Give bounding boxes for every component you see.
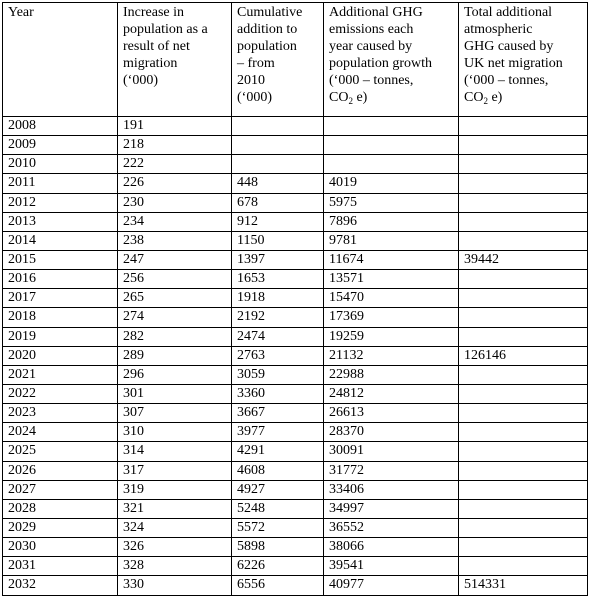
cell-total-ghg <box>459 270 588 289</box>
cell-total-ghg <box>459 442 588 461</box>
cell-annual-ghg <box>324 136 459 155</box>
header-line: (‘000) <box>123 73 158 88</box>
table-row <box>3 193 588 212</box>
cell-cumulative: 912 <box>232 212 324 231</box>
cell-total-ghg: 39442 <box>459 250 588 269</box>
cell-year: 2029 <box>3 518 118 537</box>
cell-total-ghg <box>459 289 588 308</box>
cell-increase: 191 <box>118 117 232 136</box>
cell-annual-ghg: 33406 <box>324 480 459 499</box>
cell-increase: 234 <box>118 212 232 231</box>
table-row <box>3 155 588 174</box>
cell-total-ghg <box>459 518 588 537</box>
header-cumulative-addition <box>232 3 324 117</box>
cell-annual-ghg: 24812 <box>324 384 459 403</box>
cell-annual-ghg: 21132 <box>324 346 459 365</box>
header-line: year caused by <box>329 39 413 54</box>
table-row <box>3 212 588 231</box>
header-line-co2 <box>464 89 587 106</box>
cell-year: 2023 <box>3 404 118 423</box>
cell-cumulative: 2474 <box>232 327 324 346</box>
cell-increase: 230 <box>118 193 232 212</box>
cell-increase: 238 <box>118 231 232 250</box>
table-row <box>3 499 588 518</box>
table-row <box>3 117 588 136</box>
cell-total-ghg <box>459 461 588 480</box>
header-line: Year <box>8 5 34 20</box>
cell-total-ghg <box>459 327 588 346</box>
table-row <box>3 557 588 576</box>
cell-cumulative: 5572 <box>232 518 324 537</box>
cell-increase: 274 <box>118 308 232 327</box>
cell-annual-ghg: 13571 <box>324 270 459 289</box>
table-row <box>3 346 588 365</box>
table-row <box>3 461 588 480</box>
table-row <box>3 289 588 308</box>
header-line: UK net migration <box>464 56 563 71</box>
table-row <box>3 327 588 346</box>
co2-text: CO <box>464 90 484 105</box>
cell-total-ghg <box>459 423 588 442</box>
cell-year: 2013 <box>3 212 118 231</box>
header-line: population <box>237 39 297 54</box>
cell-year: 2022 <box>3 384 118 403</box>
cell-annual-ghg: 22988 <box>324 365 459 384</box>
cell-cumulative: 2192 <box>232 308 324 327</box>
cell-cumulative: 4608 <box>232 461 324 480</box>
cell-cumulative <box>232 155 324 174</box>
cell-increase: 301 <box>118 384 232 403</box>
cell-total-ghg <box>459 499 588 518</box>
header-increase-population <box>118 3 232 117</box>
cell-year: 2010 <box>3 155 118 174</box>
cell-total-ghg <box>459 155 588 174</box>
cell-annual-ghg: 5975 <box>324 193 459 212</box>
header-line: Total additional <box>464 5 553 20</box>
cell-total-ghg: 514331 <box>459 576 588 595</box>
cell-cumulative: 3059 <box>232 365 324 384</box>
cell-increase: 310 <box>118 423 232 442</box>
cell-year: 2015 <box>3 250 118 269</box>
table-row <box>3 174 588 193</box>
cell-annual-ghg: 15470 <box>324 289 459 308</box>
cell-total-ghg <box>459 212 588 231</box>
table-row <box>3 231 588 250</box>
cell-annual-ghg <box>324 155 459 174</box>
cell-cumulative: 1397 <box>232 250 324 269</box>
cell-cumulative: 448 <box>232 174 324 193</box>
cell-total-ghg <box>459 136 588 155</box>
cell-increase: 265 <box>118 289 232 308</box>
co2-suffix: e) <box>487 90 503 105</box>
cell-cumulative: 5898 <box>232 538 324 557</box>
header-total-ghg <box>459 3 588 117</box>
cell-cumulative: 6226 <box>232 557 324 576</box>
cell-total-ghg <box>459 557 588 576</box>
cell-year: 2016 <box>3 270 118 289</box>
cell-year: 2012 <box>3 193 118 212</box>
cell-annual-ghg: 7896 <box>324 212 459 231</box>
cell-total-ghg <box>459 538 588 557</box>
cell-annual-ghg: 36552 <box>324 518 459 537</box>
cell-increase: 218 <box>118 136 232 155</box>
cell-increase: 321 <box>118 499 232 518</box>
table-row <box>3 480 588 499</box>
header-line: population growth <box>329 56 433 71</box>
header-line: (‘000) <box>237 90 272 105</box>
cell-cumulative: 4927 <box>232 480 324 499</box>
cell-year: 2020 <box>3 346 118 365</box>
cell-total-ghg <box>459 404 588 423</box>
table-row <box>3 538 588 557</box>
header-line: population as a <box>123 22 208 37</box>
header-additional-ghg <box>324 3 459 117</box>
cell-year: 2030 <box>3 538 118 557</box>
cell-total-ghg <box>459 384 588 403</box>
cell-total-ghg <box>459 231 588 250</box>
cell-increase: 317 <box>118 461 232 480</box>
cell-increase: 222 <box>118 155 232 174</box>
cell-increase: 326 <box>118 538 232 557</box>
cell-increase: 282 <box>118 327 232 346</box>
cell-cumulative: 2763 <box>232 346 324 365</box>
cell-year: 2018 <box>3 308 118 327</box>
cell-cumulative: 1653 <box>232 270 324 289</box>
cell-cumulative: 1150 <box>232 231 324 250</box>
cell-year: 2021 <box>3 365 118 384</box>
table-row <box>3 308 588 327</box>
table-row <box>3 365 588 384</box>
table-row <box>3 576 588 595</box>
cell-year: 2019 <box>3 327 118 346</box>
cell-annual-ghg <box>324 117 459 136</box>
cell-increase: 319 <box>118 480 232 499</box>
cell-increase: 314 <box>118 442 232 461</box>
table-row <box>3 384 588 403</box>
cell-increase: 307 <box>118 404 232 423</box>
header-year <box>3 3 118 117</box>
header-line: result of net <box>123 39 190 54</box>
header-line: emissions each <box>329 22 414 37</box>
cell-year: 2027 <box>3 480 118 499</box>
cell-total-ghg <box>459 308 588 327</box>
cell-year: 2014 <box>3 231 118 250</box>
cell-total-ghg <box>459 174 588 193</box>
co2-subscript: 2 <box>483 96 488 106</box>
cell-annual-ghg: 4019 <box>324 174 459 193</box>
cell-cumulative: 6556 <box>232 576 324 595</box>
cell-year: 2025 <box>3 442 118 461</box>
table-row <box>3 442 588 461</box>
cell-cumulative: 1918 <box>232 289 324 308</box>
header-line: migration <box>123 56 178 71</box>
cell-year: 2024 <box>3 423 118 442</box>
cell-total-ghg <box>459 365 588 384</box>
table-row <box>3 136 588 155</box>
cell-cumulative: 5248 <box>232 499 324 518</box>
header-line: Increase in <box>123 5 185 20</box>
table-row <box>3 518 588 537</box>
header-line: 2010 <box>237 73 265 88</box>
cell-cumulative: 678 <box>232 193 324 212</box>
co2-text: CO <box>329 90 349 105</box>
cell-year: 2009 <box>3 136 118 155</box>
header-line: GHG caused by <box>464 39 554 54</box>
cell-increase: 226 <box>118 174 232 193</box>
header-line: atmospheric <box>464 22 533 37</box>
header-line: Additional GHG <box>329 5 423 20</box>
cell-year: 2008 <box>3 117 118 136</box>
header-row <box>3 3 588 117</box>
table-body <box>3 3 588 596</box>
table-row <box>3 250 588 269</box>
header-line: (‘000 – tonnes, <box>464 73 549 88</box>
cell-total-ghg <box>459 117 588 136</box>
cell-increase: 324 <box>118 518 232 537</box>
cell-cumulative: 3667 <box>232 404 324 423</box>
cell-annual-ghg: 30091 <box>324 442 459 461</box>
table-row <box>3 404 588 423</box>
cell-year: 2032 <box>3 576 118 595</box>
cell-total-ghg: 126146 <box>459 346 588 365</box>
cell-increase: 289 <box>118 346 232 365</box>
cell-cumulative: 4291 <box>232 442 324 461</box>
header-line: addition to <box>237 22 298 37</box>
header-line-co2 <box>329 89 458 106</box>
cell-increase: 296 <box>118 365 232 384</box>
table-row <box>3 423 588 442</box>
cell-annual-ghg: 17369 <box>324 308 459 327</box>
cell-year: 2017 <box>3 289 118 308</box>
migration-ghg-table <box>2 2 588 596</box>
cell-increase: 247 <box>118 250 232 269</box>
cell-annual-ghg: 19259 <box>324 327 459 346</box>
cell-annual-ghg: 26613 <box>324 404 459 423</box>
cell-total-ghg <box>459 480 588 499</box>
cell-annual-ghg: 34997 <box>324 499 459 518</box>
cell-year: 2031 <box>3 557 118 576</box>
cell-increase: 330 <box>118 576 232 595</box>
co2-suffix: e) <box>352 90 368 105</box>
header-line: – from <box>237 56 275 71</box>
table-row <box>3 270 588 289</box>
cell-increase: 328 <box>118 557 232 576</box>
cell-year: 2011 <box>3 174 118 193</box>
cell-total-ghg <box>459 193 588 212</box>
cell-cumulative: 3977 <box>232 423 324 442</box>
header-line: (‘000 – tonnes, <box>329 73 414 88</box>
cell-cumulative: 3360 <box>232 384 324 403</box>
cell-cumulative <box>232 117 324 136</box>
co2-subscript: 2 <box>348 96 353 106</box>
cell-increase: 256 <box>118 270 232 289</box>
cell-annual-ghg: 38066 <box>324 538 459 557</box>
header-line: Cumulative <box>237 5 303 20</box>
cell-year: 2026 <box>3 461 118 480</box>
cell-annual-ghg: 39541 <box>324 557 459 576</box>
cell-annual-ghg: 28370 <box>324 423 459 442</box>
cell-cumulative <box>232 136 324 155</box>
cell-annual-ghg: 40977 <box>324 576 459 595</box>
cell-year: 2028 <box>3 499 118 518</box>
cell-annual-ghg: 9781 <box>324 231 459 250</box>
cell-annual-ghg: 11674 <box>324 250 459 269</box>
cell-annual-ghg: 31772 <box>324 461 459 480</box>
